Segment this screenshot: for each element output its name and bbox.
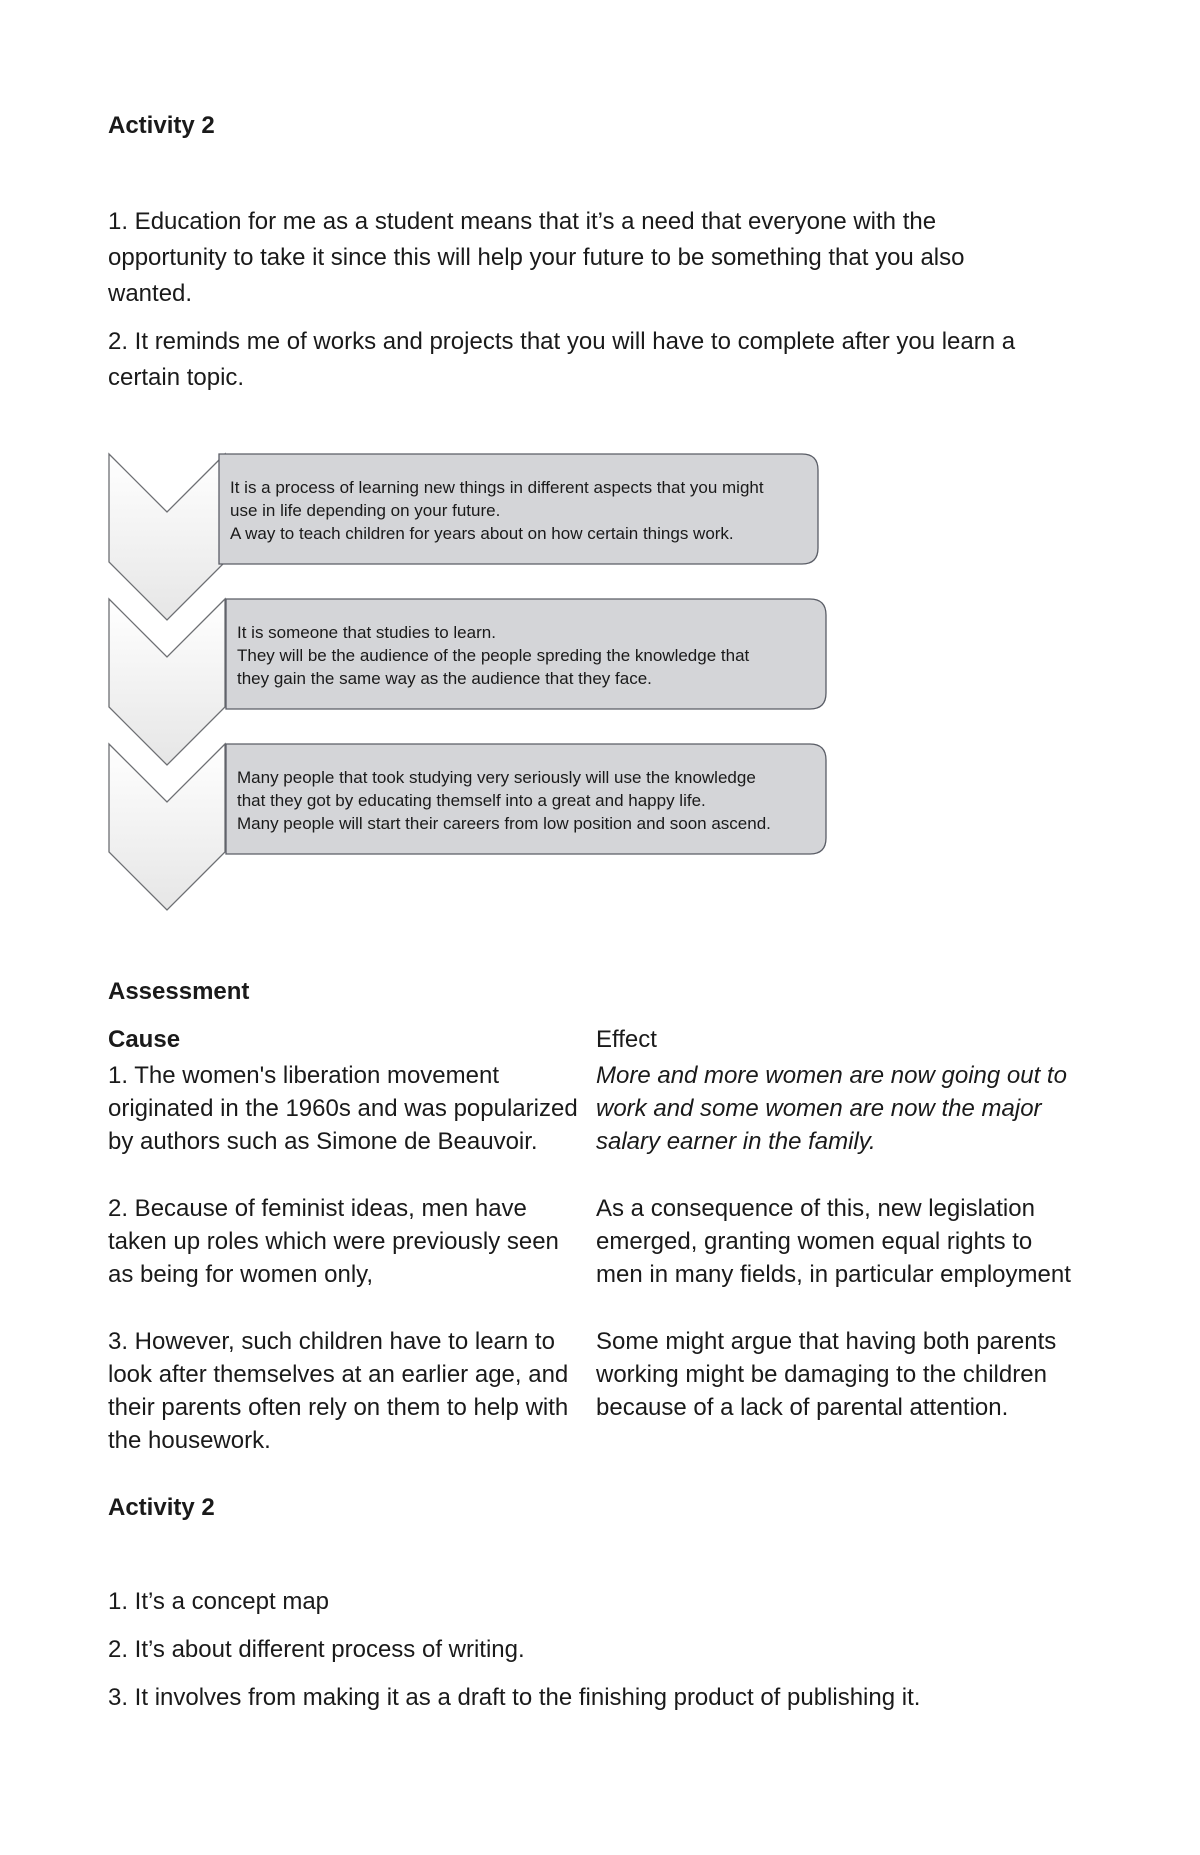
diagram-box-1-line-3: A way to teach children for years about on how certain things work.	[230, 524, 734, 543]
diagram-box-1-text	[230, 476, 810, 545]
effect-3: Some might argue that having both parents working might be damaging to the children because of a lack of parental attention.	[596, 1328, 1057, 1421]
effect-header: Effect	[596, 1026, 657, 1053]
cause-2: 2. Because of feminist ideas, men have taken up roles which were previously seen as being for women only,	[108, 1195, 559, 1288]
activity-heading-2: Activity 2	[108, 1494, 215, 1521]
activity2-answer-3: 3. It involves from making it as a draft to the finishing product of publishing it.	[108, 1684, 921, 1711]
chevron-2	[109, 599, 225, 765]
diagram-box-1-line-2: use in life depending on your future.	[230, 501, 501, 520]
activity2-answer-1: 1. It’s a concept map	[108, 1588, 330, 1615]
activity1-answer-1: 1. Education for me as a student means that it’s a need that everyone with the opportunity to take it since this will help your future to be something that you also wanted.	[108, 208, 965, 307]
assessment-heading: Assessment	[108, 978, 250, 1005]
diagram-box-3-text	[237, 766, 822, 835]
activity-heading-1: Activity 2	[108, 112, 215, 139]
diagram-box-3-line-3: Many people will start their careers from low position and soon ascend.	[237, 814, 771, 833]
diagram-box-3-line-2: that they got by educating themself into a great and happy life.	[237, 791, 706, 810]
diagram-box-2-line-3: they gain the same way as the audience that they face.	[237, 669, 652, 688]
diagram-box-2-line-2: They will be the audience of the people spreding the knowledge that	[237, 646, 750, 665]
diagram-box-2-line-1: It is someone that studies to learn.	[237, 623, 496, 642]
cause-1: 1. The women's liberation movement originated in the 1960s and was popularized by authors such as Simone de Beauvoir.	[108, 1062, 578, 1155]
effect-2: As a consequence of this, new legislation emerged, granting women equal rights to men in many fields, in particular employment	[596, 1195, 1071, 1288]
cause-3: 3. However, such children have to learn to look after themselves at an earlier age, and their parents often rely on them to help with the housework.	[108, 1328, 569, 1454]
cause-header: Cause	[108, 1026, 181, 1053]
diagram-box-1-line-1: It is a process of learning new things in different aspects that you might	[230, 478, 764, 497]
diagram-box-2-text	[237, 621, 817, 690]
activity1-answer-2: 2. It reminds me of works and projects that you will have to complete after you learn a certain topic.	[108, 328, 1016, 391]
effect-1: More and more women are now going out to work and some women are now the major salary earner in the family.	[596, 1062, 1067, 1155]
chevron-1	[109, 454, 225, 620]
activity2-answer-2: 2. It’s about different process of writing.	[108, 1636, 525, 1663]
chevron-3	[109, 744, 225, 910]
diagram-box-3-line-1: Many people that took studying very seriously will use the knowledge	[237, 768, 756, 787]
